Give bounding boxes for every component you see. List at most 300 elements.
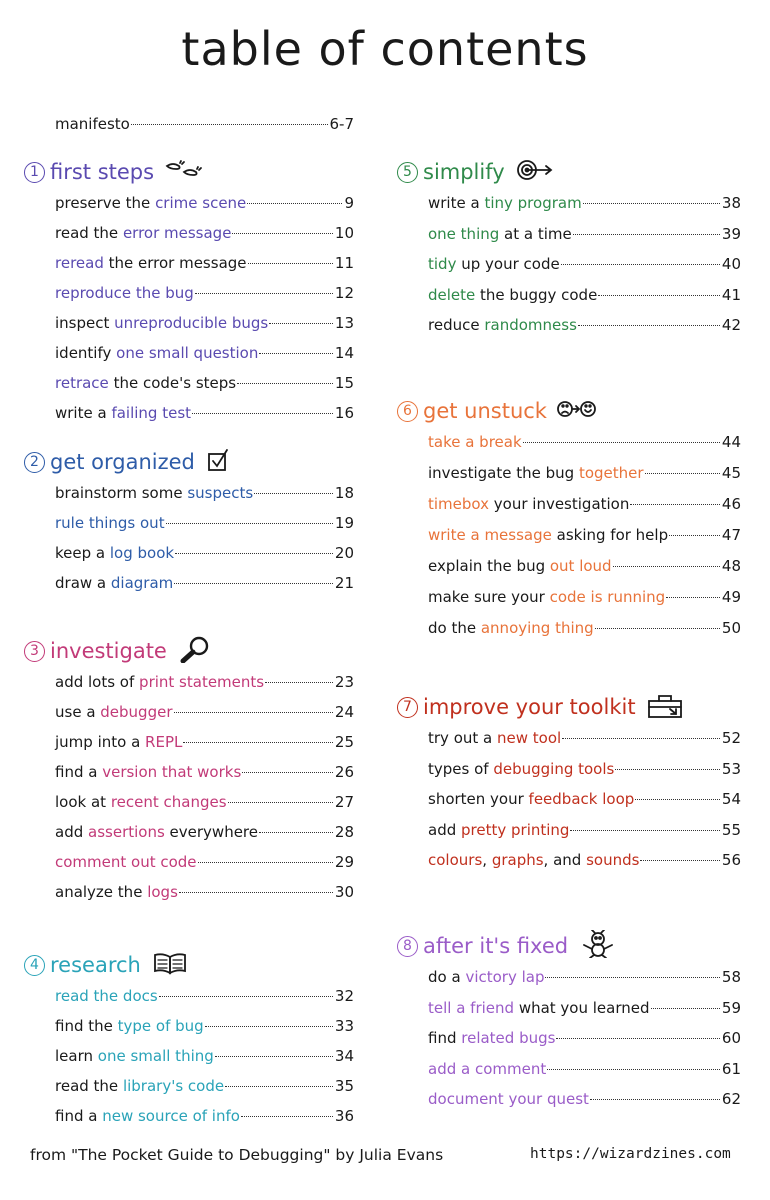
entry-text	[428, 821, 569, 839]
highlighted-phrase: comment out code	[55, 853, 197, 871]
page-number: 15	[334, 374, 354, 392]
toc-entry[interactable]	[428, 1090, 741, 1112]
highlighted-phrase: feedback loop	[528, 790, 635, 808]
highlighted-phrase: diagram	[110, 574, 174, 592]
plain-phrase: find	[428, 1029, 462, 1047]
page-number: 6-7	[329, 115, 354, 133]
page-number: 10	[334, 224, 354, 242]
highlighted-phrase: logs	[147, 883, 178, 901]
entry-text	[428, 851, 639, 869]
highlighted-phrase: one small thing	[97, 1047, 214, 1065]
section-heading[interactable]	[24, 447, 245, 477]
dot-leader	[159, 996, 333, 997]
toc-entry[interactable]	[55, 574, 354, 596]
dot-leader	[615, 769, 720, 770]
toc-entry[interactable]	[55, 514, 354, 536]
entry-text	[55, 544, 174, 562]
entry-text	[55, 224, 231, 242]
page-number: 44	[721, 433, 741, 451]
plain-phrase: up your code	[456, 255, 560, 273]
highlighted-phrase: type of bug	[117, 1017, 204, 1035]
plain-phrase: make sure your	[428, 588, 550, 606]
section-title: after it's fixed	[423, 934, 569, 958]
toc-entry[interactable]	[428, 851, 741, 873]
dot-leader	[630, 504, 720, 505]
toc-entry[interactable]	[55, 673, 354, 695]
entry-text	[428, 729, 561, 747]
highlighted-phrase: together	[578, 464, 644, 482]
page-number: 46	[721, 495, 741, 513]
entry-text	[55, 1047, 214, 1065]
page-number: 18	[334, 484, 354, 502]
dot-leader	[242, 772, 333, 773]
footer-attribution: from "The Pocket Guide to Debugging" by Julia Evans	[30, 1146, 444, 1164]
page-number: 35	[334, 1077, 354, 1095]
entry-text	[55, 1077, 224, 1095]
plain-phrase: write a	[428, 194, 485, 212]
highlighted-phrase: library's code	[122, 1077, 225, 1095]
dot-leader	[556, 1038, 719, 1039]
dot-leader	[228, 802, 333, 803]
page-title: table of contents	[181, 22, 589, 76]
dot-leader	[254, 493, 333, 494]
target-arrow-icon	[515, 156, 555, 188]
section-title: get unstuck	[423, 399, 547, 423]
dot-leader	[166, 523, 333, 524]
toc-entry[interactable]	[428, 999, 741, 1021]
toc-entry[interactable]	[428, 464, 741, 486]
page-number: 54	[721, 790, 741, 808]
dot-leader	[237, 383, 333, 384]
highlighted-phrase: tidy	[428, 255, 457, 273]
entry-text	[428, 526, 668, 544]
highlighted-phrase: graphs	[491, 851, 544, 869]
toc-entry[interactable]	[55, 224, 354, 246]
plain-phrase: types of	[428, 759, 494, 778]
plain-phrase: analyze the	[55, 883, 148, 901]
toc-entry[interactable]	[428, 968, 741, 990]
page-number: 38	[721, 194, 741, 212]
page-number: 13	[334, 314, 354, 332]
checkbox-icon	[205, 446, 245, 478]
entry-text	[55, 574, 173, 592]
entry-text	[428, 464, 644, 482]
page-number: 21	[334, 574, 354, 592]
page-number: 39	[721, 224, 741, 243]
plain-phrase: explain the bug	[428, 557, 550, 575]
toc-entry[interactable]	[428, 1060, 741, 1082]
section-heading[interactable]	[24, 636, 217, 666]
plain-phrase: use a	[55, 703, 101, 721]
plain-phrase: at a time	[499, 224, 572, 243]
toc-entry[interactable]	[55, 1017, 354, 1039]
page-number: 56	[721, 851, 741, 869]
plain-phrase: look at	[55, 793, 111, 811]
highlighted-phrase: debugger	[100, 703, 173, 721]
plain-phrase: ,	[482, 851, 492, 869]
toc-entry[interactable]	[55, 1047, 354, 1069]
section-title: investigate	[50, 639, 167, 663]
entry-text	[428, 194, 582, 212]
toc-entry[interactable]	[428, 588, 741, 610]
plain-phrase: the code's steps	[108, 374, 237, 392]
toc-entry[interactable]	[428, 526, 741, 548]
section-number-badge: 8	[397, 936, 418, 957]
highlighted-phrase: tiny program	[484, 194, 582, 212]
plain-phrase: your investigation	[489, 495, 630, 513]
highlighted-phrase: reproduce the bug	[55, 284, 194, 302]
dot-leader	[666, 597, 720, 598]
dot-leader	[669, 535, 720, 536]
page-number: 20	[334, 544, 354, 562]
plain-phrase: the error message	[103, 254, 247, 272]
page-number: 12	[334, 284, 354, 302]
highlighted-phrase: version that works	[102, 763, 242, 781]
footer-url[interactable]: https://wizardzines.com	[530, 1146, 731, 1162]
plain-phrase: try out a	[428, 729, 497, 747]
toc-entry[interactable]	[55, 823, 354, 845]
toc-entry[interactable]	[428, 286, 741, 308]
page-number: 11	[334, 254, 354, 272]
section-number-badge: 7	[397, 697, 418, 718]
plain-phrase: identify	[55, 344, 117, 362]
section-title: improve your toolkit	[423, 695, 636, 719]
highlighted-phrase: document your quest	[428, 1090, 589, 1108]
dot-leader	[269, 323, 333, 324]
highlighted-phrase: print statements	[139, 673, 265, 691]
dot-leader	[651, 1008, 720, 1009]
plain-phrase: investigate the bug	[428, 464, 579, 482]
highlighted-phrase: randomness	[484, 316, 577, 334]
toc-entry[interactable]	[55, 793, 354, 815]
plain-phrase: learn	[55, 1047, 98, 1065]
dot-leader	[248, 263, 333, 264]
footprints-icon	[164, 156, 204, 188]
toc-entry[interactable]	[428, 821, 741, 843]
dot-leader	[635, 799, 720, 800]
section-title: first steps	[50, 160, 155, 184]
toc-entry[interactable]	[55, 314, 354, 336]
toc-entry[interactable]	[428, 729, 741, 751]
entry-text	[55, 987, 158, 1005]
plain-phrase: inspect	[55, 314, 115, 332]
toc-entry[interactable]	[55, 194, 354, 216]
entry-text	[55, 484, 253, 502]
entry-text	[428, 588, 665, 606]
highlighted-phrase: crime scene	[155, 194, 247, 212]
section-number-badge: 6	[397, 401, 418, 422]
highlighted-phrase: read the docs	[55, 987, 158, 1005]
dot-leader	[131, 124, 328, 125]
page-number: 48	[721, 557, 741, 575]
highlighted-phrase: annoying thing	[480, 619, 594, 637]
page-number: 60	[721, 1029, 741, 1047]
highlighted-phrase: retrace	[55, 374, 109, 392]
plain-phrase: do a	[428, 968, 466, 986]
entry-text	[55, 284, 194, 302]
toc-entry[interactable]	[55, 404, 354, 426]
entry-text	[55, 374, 236, 392]
section-heading[interactable]	[397, 157, 555, 187]
page-number: 19	[334, 514, 354, 532]
page-number: 36	[334, 1107, 354, 1125]
plain-phrase: preserve the	[55, 194, 156, 212]
highlighted-phrase: failing test	[111, 404, 192, 422]
page-number: 41	[721, 285, 741, 304]
dot-leader	[545, 977, 719, 978]
page-number: 53	[721, 759, 741, 778]
toc-entry[interactable]	[55, 763, 354, 785]
highlighted-phrase: code is running	[549, 588, 666, 606]
highlighted-phrase: tell a friend	[428, 998, 515, 1017]
dot-leader	[561, 264, 720, 265]
highlighted-phrase: new source of info	[102, 1107, 240, 1125]
dot-leader	[583, 203, 720, 204]
sad-to-happy-face-icon	[557, 395, 597, 427]
page-number: 55	[721, 820, 741, 839]
highlighted-phrase: related bugs	[461, 1029, 556, 1047]
left-column	[24, 0, 354, 1140]
toc-entry[interactable]	[55, 254, 354, 276]
entry-text	[55, 344, 258, 362]
plain-phrase: shorten your	[428, 790, 529, 808]
highlighted-phrase: delete	[428, 285, 476, 304]
plain-phrase: the buggy code	[475, 285, 598, 304]
toc-entry[interactable]	[55, 703, 354, 725]
page-number: 59	[721, 998, 741, 1017]
highlighted-phrase: pretty printing	[461, 820, 570, 839]
section-heading[interactable]	[397, 692, 686, 722]
entry-text	[428, 433, 522, 451]
toc-entry[interactable]	[428, 255, 741, 277]
page-number: 30	[334, 883, 354, 901]
page-number: 23	[334, 673, 354, 691]
plain-phrase: asking for help	[551, 526, 669, 544]
toc-entry[interactable]	[55, 284, 354, 306]
toc-entry[interactable]	[428, 316, 741, 338]
entry-text	[55, 404, 191, 422]
dot-leader	[215, 1056, 333, 1057]
toc-entry[interactable]	[55, 987, 354, 1009]
highlighted-phrase: reread	[55, 254, 104, 272]
entry-text	[55, 314, 268, 332]
section-heading[interactable]	[24, 950, 191, 980]
entry-text	[55, 823, 258, 841]
entry-text	[55, 1107, 240, 1125]
highlighted-phrase: one small question	[116, 344, 259, 362]
toc-entry[interactable]	[55, 344, 354, 366]
entry-text	[55, 703, 173, 721]
highlighted-phrase: unreproducible bugs	[114, 314, 269, 332]
page-number: 9	[344, 194, 354, 212]
open-book-icon	[151, 949, 191, 981]
plain-phrase: find a	[55, 763, 103, 781]
section-number-badge: 2	[24, 452, 45, 473]
toc-entry[interactable]	[55, 883, 354, 905]
highlighted-phrase: out loud	[549, 557, 612, 575]
plain-phrase: keep a	[55, 544, 110, 562]
toc-entry[interactable]	[428, 495, 741, 517]
section-heading[interactable]	[397, 396, 597, 426]
plain-phrase: jump into a	[55, 733, 146, 751]
entry-text	[55, 254, 247, 272]
dot-leader	[183, 742, 333, 743]
entry-text	[428, 968, 544, 986]
toc-entry[interactable]	[428, 1029, 741, 1051]
entry-text	[428, 225, 572, 243]
page-number: 52	[721, 729, 741, 747]
dot-leader	[573, 234, 720, 235]
dot-leader	[613, 566, 720, 567]
entry-text	[428, 495, 629, 513]
toc-entry[interactable]	[428, 557, 741, 579]
section-title: get organized	[50, 450, 195, 474]
dot-leader	[205, 1026, 333, 1027]
dot-leader	[562, 738, 720, 739]
toc-entry[interactable]	[55, 1107, 354, 1129]
section-title: research	[50, 953, 141, 977]
highlighted-phrase: write a message	[428, 526, 552, 544]
plain-phrase: what you learned	[514, 998, 650, 1017]
page-number: 50	[721, 619, 741, 637]
dot-leader	[547, 1069, 720, 1070]
dot-leader	[174, 712, 333, 713]
toc-entry[interactable]	[55, 733, 354, 755]
page-number: 33	[334, 1017, 354, 1035]
plain-phrase: add	[55, 823, 89, 841]
dot-leader	[198, 862, 333, 863]
plain-phrase: add lots of	[55, 673, 140, 691]
magnifying-glass-icon	[177, 635, 217, 667]
plain-phrase: do the	[428, 619, 481, 637]
highlighted-phrase: rule things out	[55, 514, 165, 532]
page-number: 26	[334, 763, 354, 781]
section-number-badge: 5	[397, 162, 418, 183]
dot-leader	[590, 1099, 720, 1100]
toc-entry[interactable]	[428, 619, 741, 641]
page-number: 16	[334, 404, 354, 422]
page-number: 49	[721, 588, 741, 606]
highlighted-phrase: add a comment	[428, 1059, 547, 1078]
highlighted-phrase: REPL	[145, 733, 183, 751]
plain-phrase: write a	[55, 404, 112, 422]
plain-phrase: everywhere	[164, 823, 258, 841]
section-title: simplify	[423, 160, 505, 184]
toolbox-icon	[646, 691, 686, 723]
highlighted-phrase: timebox	[428, 495, 490, 513]
entry-text	[55, 733, 182, 751]
highlighted-phrase: new tool	[497, 729, 562, 747]
plain-phrase: add	[428, 820, 462, 839]
highlighted-phrase: sounds	[586, 851, 640, 869]
toc-entry[interactable]	[55, 853, 354, 875]
dot-leader	[232, 233, 332, 234]
dot-leader	[179, 892, 333, 893]
highlighted-phrase: take a break	[428, 433, 522, 451]
entry-text	[55, 793, 227, 811]
highlighted-phrase: recent changes	[110, 793, 227, 811]
dot-leader	[247, 203, 342, 204]
page-number: 47	[721, 526, 741, 544]
manifesto-text: manifesto	[55, 115, 130, 133]
entry-text	[428, 1029, 555, 1047]
toc-entry[interactable]	[428, 225, 741, 247]
dot-leader	[259, 832, 333, 833]
entry-text	[55, 1017, 204, 1035]
page-number: 28	[334, 823, 354, 841]
page-number: 62	[721, 1090, 741, 1108]
entry-text	[428, 790, 634, 808]
dot-leader	[645, 473, 720, 474]
toc-entry[interactable]	[428, 790, 741, 812]
page-number: 40	[721, 255, 741, 273]
entry-text	[55, 673, 264, 691]
plain-phrase: brainstorm some	[55, 484, 188, 502]
right-column	[397, 0, 741, 1140]
entry-text	[428, 619, 594, 637]
dot-leader	[259, 353, 333, 354]
dot-leader	[192, 413, 333, 414]
toc-entry[interactable]	[428, 433, 741, 455]
plain-phrase: draw a	[55, 574, 111, 592]
highlighted-phrase: error message	[122, 224, 232, 242]
entry-text	[428, 255, 560, 273]
entry-text	[55, 194, 246, 212]
section-heading[interactable]	[24, 157, 204, 187]
dot-leader	[195, 293, 333, 294]
entry-text	[55, 514, 165, 532]
manifesto-entry[interactable]	[55, 115, 354, 137]
section-number-badge: 3	[24, 641, 45, 662]
dancing-bug-icon	[578, 930, 618, 962]
dot-leader	[265, 682, 333, 683]
entry-text	[428, 760, 614, 778]
dot-leader	[225, 1086, 333, 1087]
highlighted-phrase: one thing	[428, 224, 500, 243]
highlighted-phrase: suspects	[187, 484, 254, 502]
dot-leader	[174, 583, 333, 584]
page-number: 34	[334, 1047, 354, 1065]
plain-phrase: find a	[55, 1107, 103, 1125]
dot-leader	[595, 628, 720, 629]
dot-leader	[578, 325, 720, 326]
plain-phrase: read the	[55, 1077, 123, 1095]
section-number-badge: 4	[24, 955, 45, 976]
section-heading[interactable]	[397, 931, 618, 961]
toc-entry[interactable]	[55, 374, 354, 396]
dot-leader	[570, 830, 719, 831]
toc-entry[interactable]	[428, 194, 741, 216]
toc-entry[interactable]	[55, 484, 354, 506]
highlighted-phrase: assertions	[88, 823, 165, 841]
dot-leader	[241, 1116, 333, 1117]
toc-entry[interactable]	[428, 760, 741, 782]
toc-entry[interactable]	[55, 1077, 354, 1099]
toc-entry[interactable]	[55, 544, 354, 566]
page-number: 24	[334, 703, 354, 721]
page-number: 45	[721, 464, 741, 482]
entry-text	[55, 763, 241, 781]
plain-phrase: find the	[55, 1017, 118, 1035]
page-number: 29	[334, 853, 354, 871]
entry-text	[428, 1060, 546, 1078]
page-number: 58	[721, 968, 741, 986]
entry-text	[428, 999, 650, 1017]
highlighted-phrase: log book	[109, 544, 175, 562]
page-number: 42	[721, 316, 741, 334]
page-number: 14	[334, 344, 354, 362]
dot-leader	[175, 553, 333, 554]
